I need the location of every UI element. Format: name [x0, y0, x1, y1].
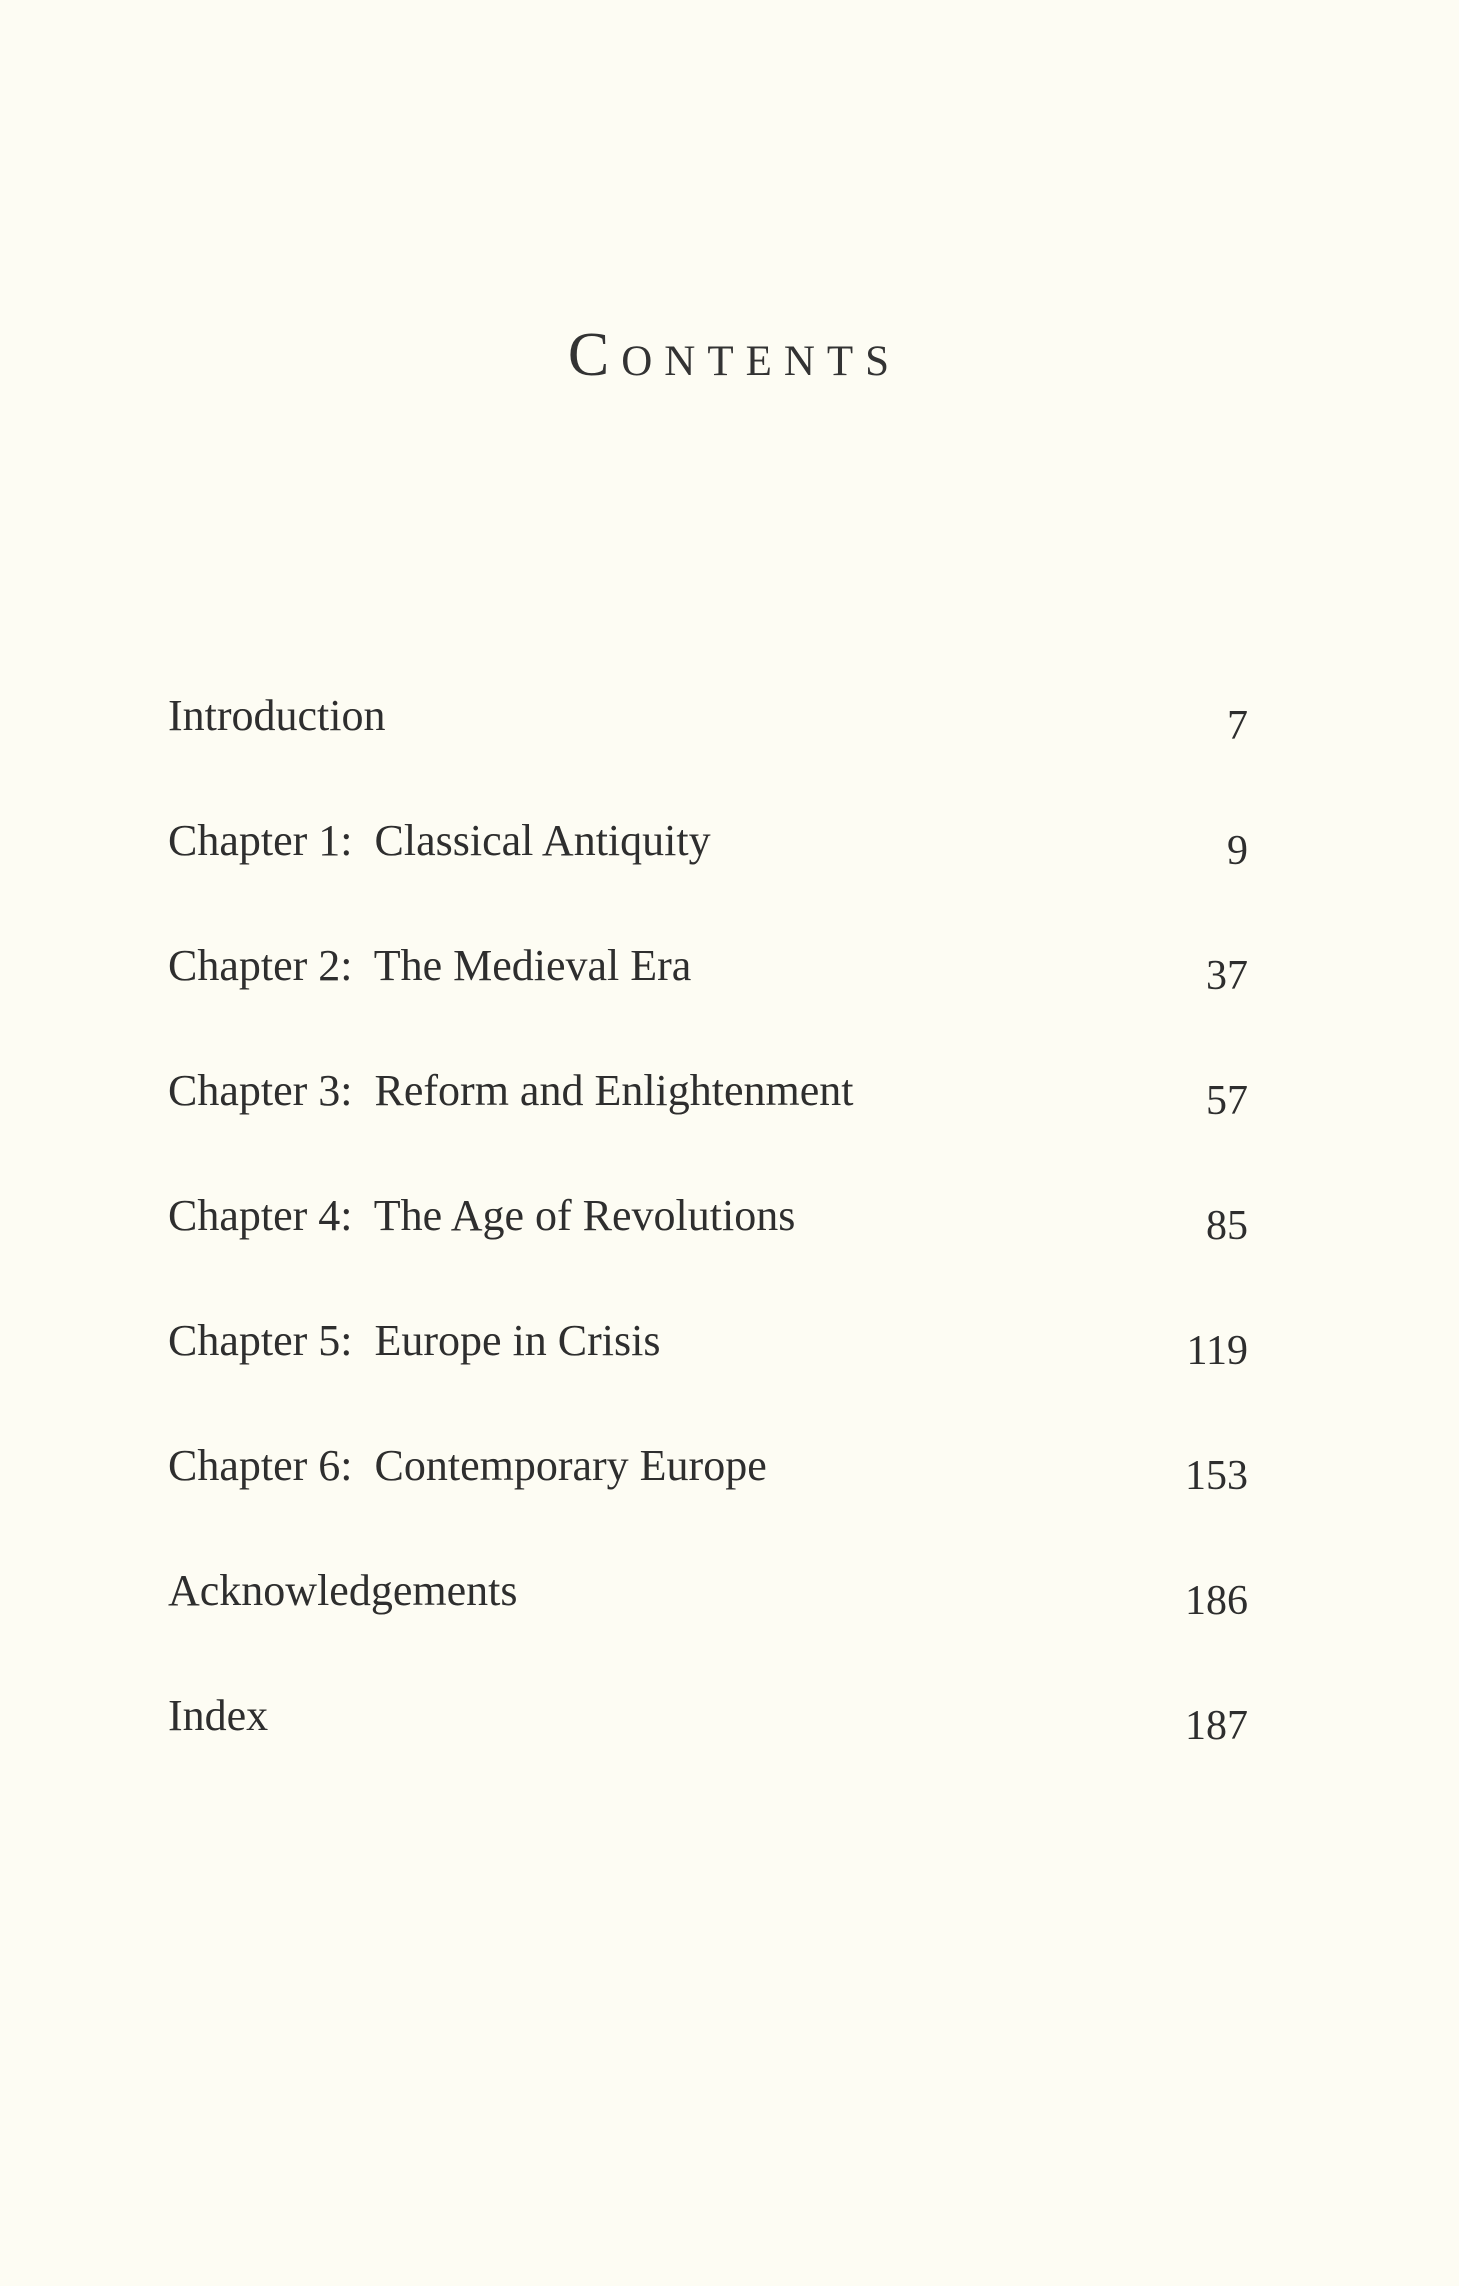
toc-entry-page-number: 186 — [1185, 1578, 1248, 1624]
toc-entry-label: Chapter 2: The Medieval Era — [168, 941, 692, 990]
toc-entry-label: Chapter 6: Contemporary Europe — [168, 1441, 767, 1490]
table-of-contents — [168, 690, 1248, 1815]
toc-entry-page-number: 9 — [1227, 828, 1248, 874]
toc-entry-page-number: 153 — [1185, 1453, 1248, 1499]
toc-entry-chapter-1 — [168, 815, 1248, 940]
toc-entry-index — [168, 1690, 1248, 1815]
toc-entry-page-number: 187 — [1185, 1703, 1248, 1749]
toc-entry-page-number: 119 — [1186, 1328, 1248, 1374]
toc-entry-label: Chapter 3: Reform and Enlightenment — [168, 1066, 854, 1115]
toc-entry-page-number: 37 — [1206, 953, 1248, 999]
toc-entry-label: Acknowledgements — [168, 1566, 518, 1615]
toc-entry-acknowledgements — [168, 1565, 1248, 1690]
toc-entry-label: Chapter 1: Classical Antiquity — [168, 816, 711, 865]
toc-entry-label: Index — [168, 1691, 269, 1740]
toc-entry-chapter-5 — [168, 1315, 1248, 1440]
page-title: Contents — [567, 321, 902, 389]
toc-entry-page-number: 57 — [1206, 1078, 1248, 1124]
toc-entry-label: Chapter 4: The Age of Revolutions — [168, 1191, 796, 1240]
toc-entry-label: Chapter 5: Europe in Crisis — [168, 1316, 661, 1365]
toc-entry-chapter-3 — [168, 1065, 1248, 1190]
toc-entry-label: Introduction — [168, 691, 386, 740]
toc-entry-chapter-4 — [168, 1190, 1248, 1315]
toc-entry-page-number: 7 — [1227, 703, 1248, 749]
toc-entry-chapter-2 — [168, 940, 1248, 1065]
toc-entry-chapter-6 — [168, 1440, 1248, 1565]
toc-entry-page-number: 85 — [1206, 1203, 1248, 1249]
toc-entry-introduction — [168, 690, 1248, 815]
